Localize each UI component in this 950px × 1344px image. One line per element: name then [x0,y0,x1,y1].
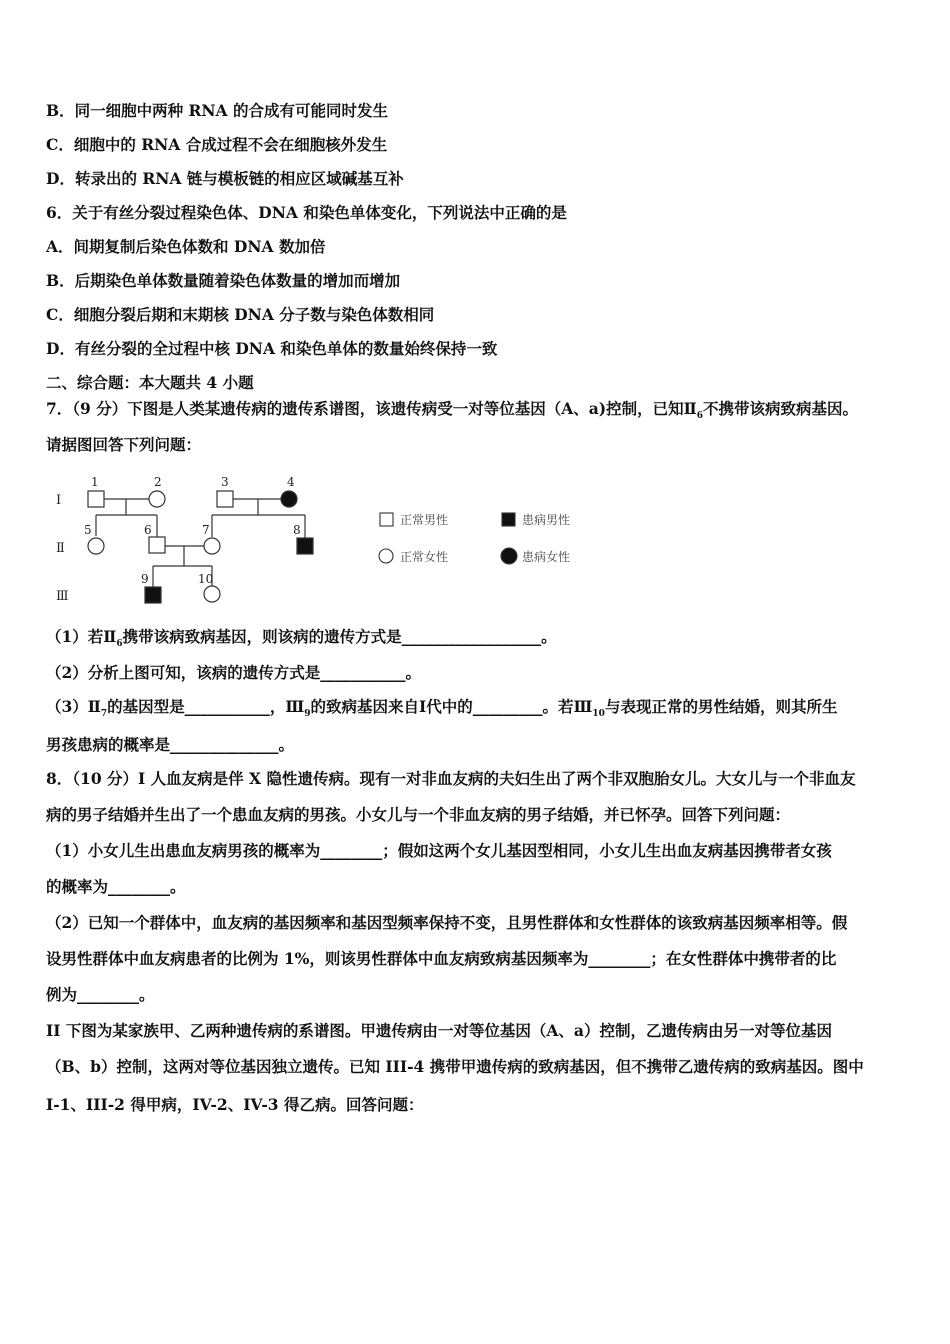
number-7: 7 [202,523,210,537]
q7-part-3: $(3)Ⅱ_7$的基因型是___________，$Ⅲ_9$的致病基因来自Ⅰ代中的_________。若$Ⅲ_{10}$与表现正常的男性结婚，则其所生 [46,697,838,720]
gen-label-II: Ⅱ [56,541,65,556]
legend-normal-male-symbol [380,513,393,526]
q7-part-1: （1）若$Ⅱ_6$携带该病致病基因，则该病的遗传方式是__________________。 [46,627,557,650]
number-8: 8 [293,523,301,537]
q8-line-7: 例为________。 [46,985,155,1004]
q6-option-c: C．细胞分裂后期和末期核 DNA 分子数与染色体数相同 [46,305,435,324]
number-2: 2 [154,475,162,489]
q7-part-2: （2）分析上图可知，该病的遗传方式是___________。 [46,663,422,682]
legend-normal-female-symbol [379,549,393,563]
q5-option-c: C．细胞中的 RNA 合成过程不会在细胞核外发生 [46,135,388,154]
individual-II-8 [297,538,313,554]
number-3: 3 [221,475,229,489]
individual-I-3 [217,491,233,507]
q8-line-4: 的概率为________。 [46,877,186,896]
q8-line-8: II 下图为某家族甲、乙两种遗传病的系谱图。甲遗传病由一对等位基因（A、a）控制，乙遗传病由另一对等位基因 [46,1021,832,1040]
gen-label-III: Ⅲ [56,589,69,604]
q7-stem-2: 请据图回答下列问题： [46,435,202,454]
individual-I-1 [88,491,104,507]
q6-stem: 6．关于有丝分裂过程染色体、DNA 和染色单体变化，下列说法中正确的是 [46,203,567,222]
q8-line-5: （2）已知一个群体中，血友病的基因频率和基因型频率保持不变，且男性群体和女性群体的该致病基因频率相等。假 [46,913,848,932]
q8-line-2: 病的男子结婚并生出了一个患血友病的男孩。小女儿与一个非血友病的男子结婚，并已怀孕。回答下列问题： [46,805,791,824]
number-6: 6 [144,523,152,537]
q6-option-d: D．有丝分裂的全过程中核 DNA 和染色单体的数量始终保持一致 [46,339,498,358]
number-9: 9 [141,572,149,586]
individual-I-2 [149,491,165,507]
q7-part-3-line2: 男孩患病的概率是______________。 [46,735,295,754]
section2-title: 二、综合题：本大题共 4 小题 [46,373,254,392]
legend-normal-male: 正常男性 [400,513,449,527]
q6-option-b: B．后期染色单体数量随着染色体数量的增加而增加 [46,271,401,290]
pedigree-legend [370,505,600,575]
individual-II-6 [149,537,165,553]
legend-affected-male: 患病男性 [522,513,571,527]
q5-option-d: D．转录出的 RNA 链与模板链的相应区域碱基互补 [46,169,404,188]
legend-affected-female-symbol [501,548,517,564]
number-5: 5 [84,523,92,537]
q8-line-6: 设男性群体中血友病患者的比例为 1%，则该男性群体中血友病致病基因频率为________；在女性群体中携带者的比 [46,949,837,968]
number-4: 4 [287,475,295,489]
legend-affected-male-symbol [502,513,515,526]
individual-I-4 [281,491,297,507]
q8-line-10: I-1、III-2 得甲病，IV-2、IV-3 得乙病。回答问题： [46,1095,424,1114]
q6-option-a: A．间期复制后染色体数和 DNA 数加倍 [46,237,326,256]
q8-line-9: （B、b）控制，这两对等位基因独立遗传。已知 III-4 携带甲遗传病的致病基因，但不携带乙遗传病的致病基因。图中 [46,1057,864,1076]
q7-stem: 7．（9 分）下图是人类某遗传病的遗传系谱图，该遗传病受一对等位基因（A、a)控制，已知$Ⅱ_6$不携带该病致病基因。 [46,399,858,422]
legend-normal-female: 正常女性 [400,550,449,564]
q8-line-3: （1）小女儿生出患血友病男孩的概率为________；假如这两个女儿基因型相同，小女儿生出血友病基因携带者女孩 [46,841,832,860]
gen-label-I: Ⅰ [56,493,62,508]
legend-affected-female: 患病女性 [522,550,571,564]
individual-II-5 [88,538,104,554]
individual-III-9 [145,587,161,603]
pedigree-chart [46,470,326,610]
individual-II-7 [204,538,220,554]
number-1: 1 [91,475,99,489]
q8-line-1: 8．（10 分）I 人血友病是伴 X 隐性遗传病。现有一对非血友病的夫妇生出了两个非双胞胎女儿。大女儿与一个非血友 [46,769,856,788]
individual-III-10 [204,586,220,602]
q5-option-b: B．同一细胞中两种 RNA 的合成有可能同时发生 [46,101,388,120]
number-10: 10 [198,572,214,586]
